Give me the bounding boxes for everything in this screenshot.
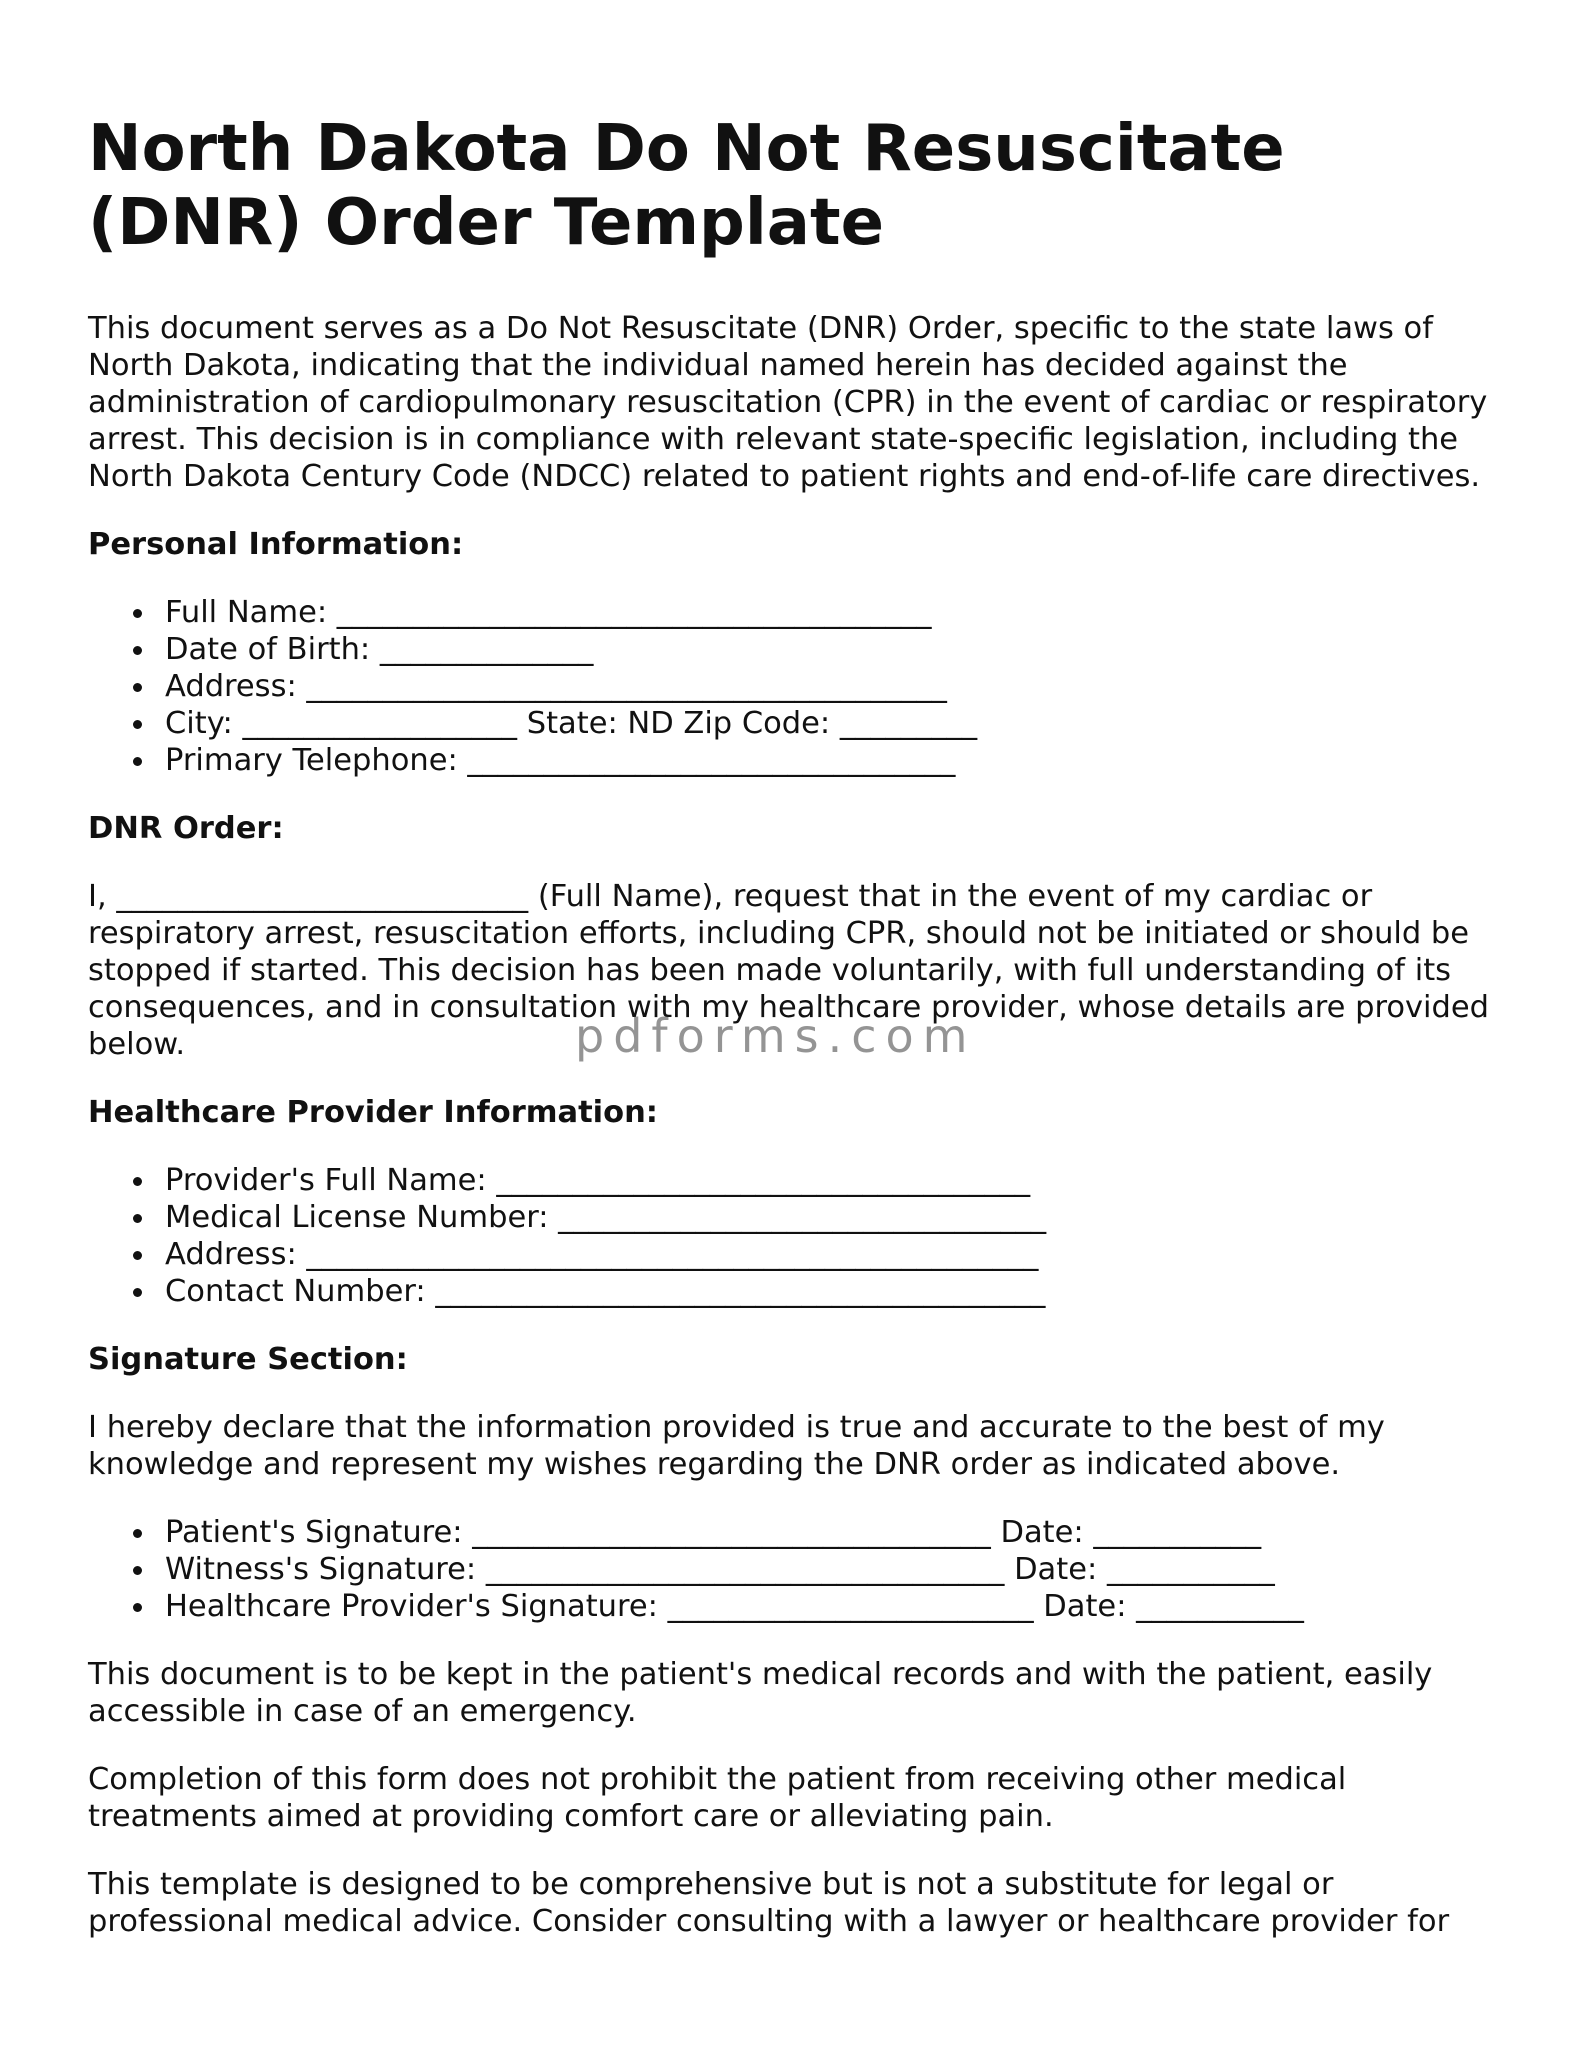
signature-heading: Signature Section: xyxy=(88,1342,408,1377)
patient-signature-field[interactable]: Patient's Signature: __________________________________ Date: ___________ xyxy=(88,1514,1508,1551)
medical-license-field[interactable]: Medical License Number: ________________________________ xyxy=(88,1199,1508,1236)
dnr-order-heading: DNR Order: xyxy=(88,811,284,846)
note-paragraph: Completion of this form does not prohibit the patient from receiving other medical treatments aimed at providing comfort care or alleviating pain. xyxy=(88,1762,1347,1834)
signature-declaration: I hereby declare that the information provided is true and accurate to the best of my knowledge and represent my wishes regarding the DNR order as indicated above. xyxy=(88,1410,1385,1482)
signature-list xyxy=(88,1514,1508,1625)
document-page xyxy=(88,112,1508,1971)
full-name-field[interactable]: Full Name: _______________________________________ xyxy=(88,594,1508,631)
provider-full-name-field[interactable]: Provider's Full Name: ___________________________________ xyxy=(88,1162,1508,1199)
note-paragraph: This document is to be kept in the patient's medical records and with the patient, easily accessible in case of an emergency. xyxy=(88,1657,1433,1729)
primary-telephone-field[interactable]: Primary Telephone: ________________________________ xyxy=(88,742,1508,779)
intro-paragraph: This document serves as a Do Not Resuscitate (DNR) Order, specific to the state laws of North Dakota, indicating that the individual named herein has decided against the administration of cardiopulmonary resuscitation (CPR) in the event of cardiac or respiratory arrest. This decision is in compliance with relevant state-specific legislation, including the North Dakota Century Code (NDCC) related to patient rights and end-of-life care directives. xyxy=(88,311,1488,494)
provider-info-list xyxy=(88,1162,1508,1310)
personal-info-list xyxy=(88,594,1508,779)
provider-address-field[interactable]: Address: ________________________________________________ xyxy=(88,1236,1508,1273)
document-title: North Dakota Do Not Resuscitate (DNR) Order Template xyxy=(88,112,1285,260)
note-paragraph: This template is designed to be comprehensive but is not a substitute for legal or professional medical advice. Consider consulting with a lawyer or healthcare provider for xyxy=(88,1867,1450,1939)
provider-info-heading: Healthcare Provider Information: xyxy=(88,1095,658,1130)
personal-info-heading: Personal Information: xyxy=(88,527,464,562)
dnr-order-paragraph: I, ___________________________ (Full Name), request that in the event of my cardiac or respiratory arrest, resuscitation efforts, including CPR, should not be initiated or should be stopped if started. This decision has been made voluntarily, with full understanding of its consequences, and in consultation with my healthcare provider, whose details are provided below. xyxy=(88,879,1489,1062)
provider-signature-field[interactable]: Healthcare Provider's Signature: ________________________ Date: ___________ xyxy=(88,1588,1508,1625)
address-field[interactable]: Address: __________________________________________ xyxy=(88,668,1508,705)
contact-number-field[interactable]: Contact Number: ________________________________________ xyxy=(88,1273,1508,1310)
watermark: pdforms.com xyxy=(575,1009,977,1063)
city-state-zip-field[interactable]: City: __________________ State: ND Zip Code: _________ xyxy=(88,705,1508,742)
witness-signature-field[interactable]: Witness's Signature: __________________________________ Date: ___________ xyxy=(88,1551,1508,1588)
date-of-birth-field[interactable]: Date of Birth: ______________ xyxy=(88,631,1508,668)
